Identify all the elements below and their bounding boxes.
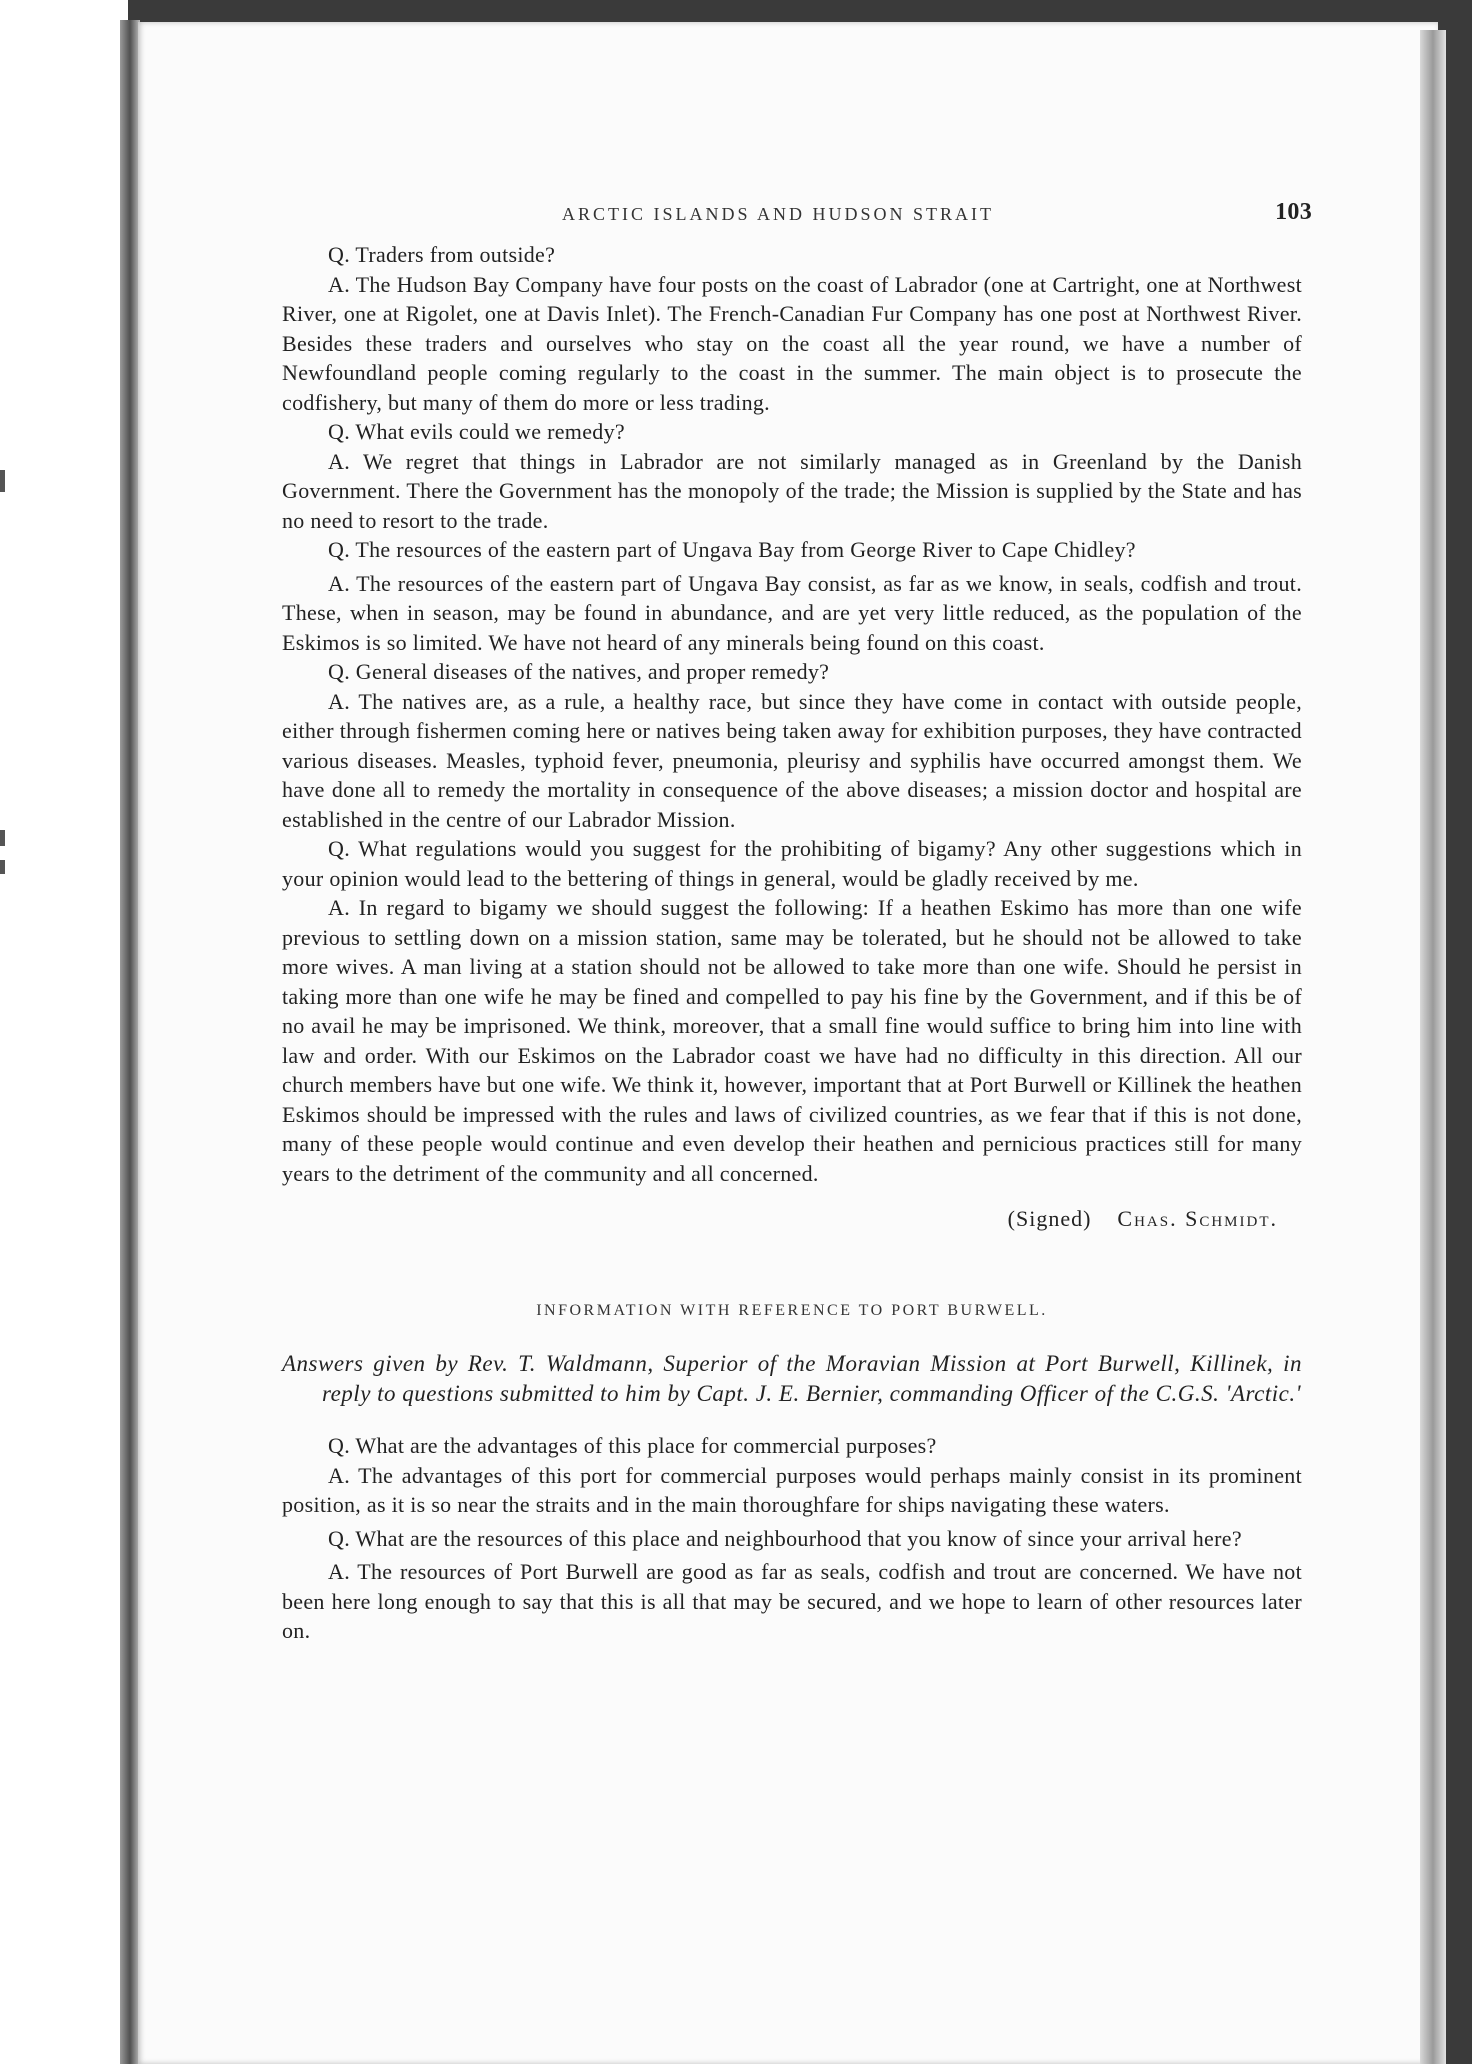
signature-prefix: (Signed)	[1007, 1206, 1092, 1231]
page-body	[282, 194, 1312, 1646]
section-heading: INFORMATION WITH REFERENCE TO PORT BURWELL.	[536, 1301, 1048, 1319]
page-edge-shadow	[1420, 30, 1446, 2064]
paragraph: Q. The resources of the eastern part of Ungava Bay from George River to Cape Chidley?	[328, 537, 1136, 562]
margin-mark	[0, 830, 5, 846]
paragraph: A. The resources of the eastern part of Ungava Bay consist, as far as we know, in seals, codfish and trout. These, when in season, may be found in abundance, and are yet very little reduced, as the population of the Eskimos is so limited. We have not heard of any minerals being found on this coast.	[282, 570, 1302, 655]
port-burwell-section	[282, 1296, 1302, 1646]
paragraph: A. The Hudson Bay Company have four posts on the coast of Labrador (one at Cartright, one at Northwest River, one at Rigolet, one at Davis Inlet). The French-Canadian Fur Company has one post at Northwest River. Besides these traders and ourselves who stay on the coast all the year round, we have a number of Newfoundland people coming regularly to the coast in the summer. The main object is to prosecute the codfishery, but many of them do more or less trading.	[282, 271, 1302, 415]
page-header	[282, 194, 1312, 234]
paragraph: A. In regard to bigamy we should suggest the following: If a heathen Eskimo has more than one wife previous to settling down on a mission station, same may be tolerated, but he should not be allowed to take more wives. A man living at a station should not be allowed to take more than one wife. Should he persist in taking more than one wife he may be fined and compelled to pay his fine by the Government, and if this be of no avail he may be imprisoned. We think, moreover, that a small fine would suffice to bring him into line with law and order. With our Eskimos on the Labrador coast we have had no difficulty in this direction. All our church members have but one wife. We think it, however, important that at Port Burwell or Killinek the heathen Eskimos should be impressed with the rules and laws of civilized countries, as we fear that if this is not done, many of these people would continue and even develop their heathen and pernicious practices still for many years to the detriment of the community and all concerned.	[282, 895, 1302, 1186]
paragraph: Q. What are the advantages of this place for commercial purposes?	[328, 1433, 937, 1458]
book-gutter	[120, 20, 140, 2064]
margin-mark	[0, 860, 5, 874]
paragraph: A. We regret that things in Labrador are not similarly managed as in Greenland by the Danish Government. There the Government has the monopoly of the trade; the Mission is supplied by the State and has no need to resort to the trade.	[282, 448, 1302, 533]
paragraph: Q. Traders from outside?	[328, 242, 556, 267]
schmidt-answers	[282, 240, 1302, 1234]
paragraph: A. The natives are, as a rule, a healthy race, but since they have come in contact with outside people, either through fishermen coming here or natives being taken away for exhibition purposes, they have contracted various diseases. Measles, typhoid fever, pneumonia, pleurisy and syphilis have occurred amongst them. We have done all to remedy the mortality in consequence of the above diseases; a mission doctor and hospital are established in the centre of our Labrador Mission.	[282, 688, 1302, 832]
margin-mark	[0, 470, 5, 492]
signature-line	[282, 1204, 1302, 1234]
paragraph: Q. What are the resources of this place and neighbourhood that you know of since your arrival here?	[328, 1525, 1242, 1551]
paragraph: Q. What regulations would you suggest for the prohibiting of bigamy? Any other suggestions which in your opinion would lead to the bettering of things in general, would be gladly received by me.	[282, 836, 1302, 891]
facing-page-edge	[0, 0, 128, 2064]
page-number: 103	[1275, 199, 1312, 225]
paragraph: A. The advantages of this port for commercial purposes would perhaps mainly consist in its prominent position, as it is so near the straits and in the main thoroughfare for ships navigating these waters.	[282, 1462, 1302, 1517]
paragraph: A. The resources of Port Burwell are good as far as seals, codfish and trout are concerned. We have not been here long enough to say that this is all that may be secured, and we hope to learn of other resources later on.	[282, 1559, 1302, 1643]
paragraph: Q. General diseases of the natives, and proper remedy?	[328, 659, 830, 684]
paragraph: Q. What evils could we remedy?	[328, 419, 625, 444]
section-intro: Answers given by Rev. T. Waldmann, Superior of the Moravian Mission at Port Burwell, Killinek, in reply to questions submitted to him by Capt. J. E. Bernier, commanding Officer of the C.G.S. 'Arctic.'	[282, 1351, 1302, 1406]
signature-name: Chas. Schmidt.	[1117, 1206, 1278, 1231]
running-head: ARCTIC ISLANDS AND HUDSON STRAIT	[562, 204, 995, 224]
